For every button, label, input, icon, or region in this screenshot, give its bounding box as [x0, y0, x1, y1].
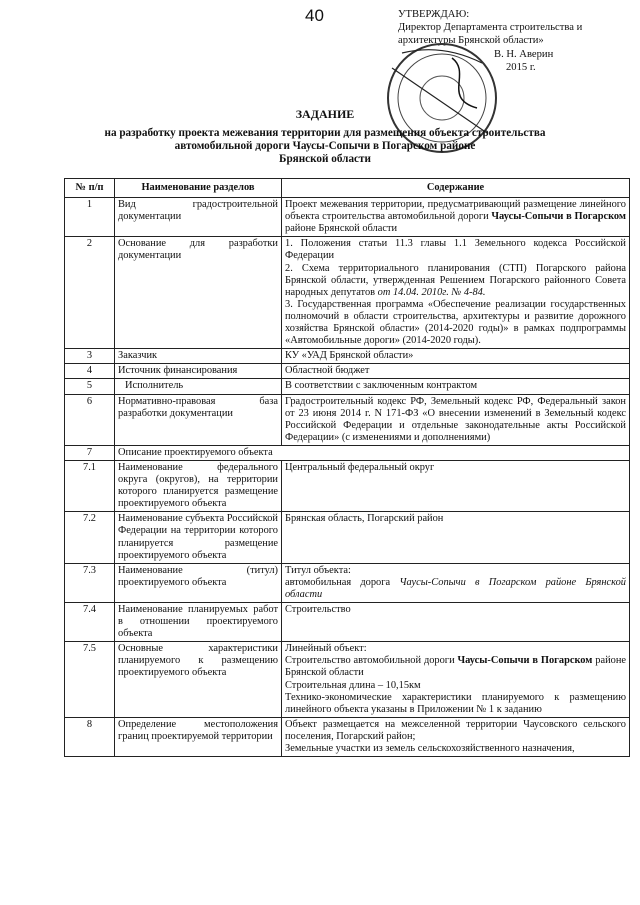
- table-row: [65, 364, 630, 379]
- content-italic: от 14.04. 2010г. № 4-84.: [377, 286, 486, 298]
- approval-department: архитектуры Брянской области»: [398, 35, 544, 47]
- table-row: [65, 642, 630, 718]
- content-italic: Чаусы-Сопычи в Погарском районе Брянской области: [285, 576, 626, 600]
- row-number: 7.5: [65, 642, 115, 718]
- row-number: 3: [65, 349, 115, 364]
- content-item-2: Земельные участки из земель сельскохозяйственного назначения,: [285, 743, 575, 755]
- header-section-name: Наименование разделов: [115, 179, 282, 198]
- content-item-1: 1. Положения статьи 11.3 главы 1.1 Земельного кодекса Российской Федерации: [285, 238, 626, 262]
- row-number: 7: [65, 445, 115, 460]
- row-content: [282, 237, 630, 349]
- table-row: [65, 237, 630, 349]
- content-item-1: Линейный объект:: [285, 643, 367, 655]
- row-number: 5: [65, 379, 115, 394]
- content-text: Проект межевания территории, предусматривающий размещение линейного объекта строительства автомобильной дороги: [285, 199, 626, 223]
- table-row: [65, 603, 630, 642]
- content-item-3: 3. Государственная программа «Обеспечение реализации государственных полномочий в области строительства, архитектуры и развитие дорожного хозяйства Брянской области» (2014-2020 годы)» в рамках подпрограммы «Автомобильные дороги» (2014-2020 годы).: [285, 298, 626, 347]
- content-item-3: Строительная длина – 10,15км: [285, 679, 421, 691]
- header-number: № п/п: [65, 179, 115, 198]
- row-number: 7.2: [65, 512, 115, 563]
- row-number: 4: [65, 364, 115, 379]
- row-name: Основание для разработки документации: [115, 237, 282, 349]
- row-name: Вид градостроительной документации: [115, 198, 282, 237]
- row-name: Наименование субъекта Российской Федерации на территории которого планируется размещение проектируемого объекта: [115, 512, 282, 563]
- row-content: [282, 642, 630, 718]
- table-header-row: [65, 179, 630, 198]
- content-item-2: [285, 263, 626, 299]
- row-name: Описание проектируемого объекта: [115, 445, 630, 460]
- table-row: [65, 460, 630, 511]
- row-name: Заказчик: [115, 349, 282, 364]
- row-content: [282, 198, 630, 237]
- row-content: Градостроительный кодекс РФ, Земельный кодекс РФ, Федеральный закон от 23 июня 2014 г. N 171-ФЗ «О внесении изменений в Земельный кодекс Российской Федерации и отдельные законодательные акты Российской Федерации» (с изменениями и дополнениями): [282, 394, 630, 445]
- row-number: 7.4: [65, 603, 115, 642]
- row-number: 6: [65, 394, 115, 445]
- approval-position: Директор Департамента строительства и: [398, 22, 583, 34]
- row-name: Нормативно-правовая база разработки документации: [115, 394, 282, 445]
- row-number: 2: [65, 237, 115, 349]
- row-name: Источник финансирования: [115, 364, 282, 379]
- row-content: Брянская область, Погарский район: [282, 512, 630, 563]
- row-content: В соответствии с заключенным контрактом: [282, 379, 630, 394]
- row-name: Основные характеристики планируемого к размещению проектируемого объекта: [115, 642, 282, 718]
- table-row: [65, 379, 630, 394]
- row-content: [282, 563, 630, 602]
- content-item-2: [285, 577, 626, 601]
- table-row: [65, 394, 630, 445]
- title-line-3: Брянской области: [279, 153, 371, 165]
- content-tail: районе Брянской области: [285, 223, 398, 235]
- table-row: [65, 717, 630, 756]
- content-item-1: Объект размещается на межселенной территории Чаусовского сельского поселения, Погарский район;: [285, 718, 626, 742]
- row-name: Исполнитель: [115, 379, 282, 394]
- title-line-2: автомобильной дороги Чаусы-Сопычи в Погарском районе: [174, 140, 476, 152]
- row-content: Областной бюджет: [282, 364, 630, 379]
- row-number: 7.1: [65, 460, 115, 511]
- row-content: КУ «УАД Брянской области»: [282, 349, 630, 364]
- title-heading: ЗАДАНИЕ: [295, 107, 355, 121]
- table-row: [65, 563, 630, 602]
- content-text: 2. Схема территориального планирования (СТП) Погарского района Брянской области, утвержденная Решением Погарского районного Совета народных депутатов: [285, 262, 626, 298]
- content-text: автомобильная дорога: [285, 576, 400, 588]
- approval-heading: УТВЕРЖДАЮ:: [398, 9, 470, 20]
- table-row: [65, 198, 630, 237]
- row-number: 1: [65, 198, 115, 237]
- table-row: [65, 349, 630, 364]
- content-text: Строительство автомобильной дороги: [285, 655, 458, 667]
- row-content: Центральный федеральный округ: [282, 460, 630, 511]
- assignment-table: [64, 178, 630, 757]
- content-bold: Чаусы-Сопычи в Погарском: [491, 211, 627, 223]
- row-number: 8: [65, 717, 115, 756]
- content-bold: Чаусы-Сопычи в Погарском: [457, 655, 593, 667]
- content-item-1: Титул объекта:: [285, 564, 351, 576]
- row-name: Наименование планируемых работ в отношении проектируемого объекта: [115, 603, 282, 642]
- title-line-1: на разработку проекта межевания территории для размещения объекта строительства: [104, 127, 546, 139]
- content-item-4: Технико-экономические характеристики планируемого к размещению линейного объекта указаны в Приложении № 1 к заданию: [285, 691, 626, 715]
- row-number: 7.3: [65, 563, 115, 602]
- row-content: [282, 717, 630, 756]
- table-row: [65, 445, 630, 460]
- page-number: 40: [305, 6, 324, 25]
- row-content: Строительство: [282, 603, 630, 642]
- document-title: [100, 108, 550, 166]
- approval-signatory: В. Н. Аверин: [494, 48, 554, 60]
- row-name: Наименование федерального округа (округов), на территории которого планируется размещение проектируемого объекта: [115, 460, 282, 511]
- row-name: Наименование (титул) проектируемого объекта: [115, 563, 282, 602]
- content-tail: районе Брянской области: [285, 655, 626, 679]
- table-row: [65, 512, 630, 563]
- row-name: Определение местоположения границ проектируемой территории: [115, 717, 282, 756]
- content-item-2: [285, 655, 626, 679]
- approval-date: 2015 г.: [506, 61, 536, 73]
- header-content: Содержание: [282, 179, 630, 198]
